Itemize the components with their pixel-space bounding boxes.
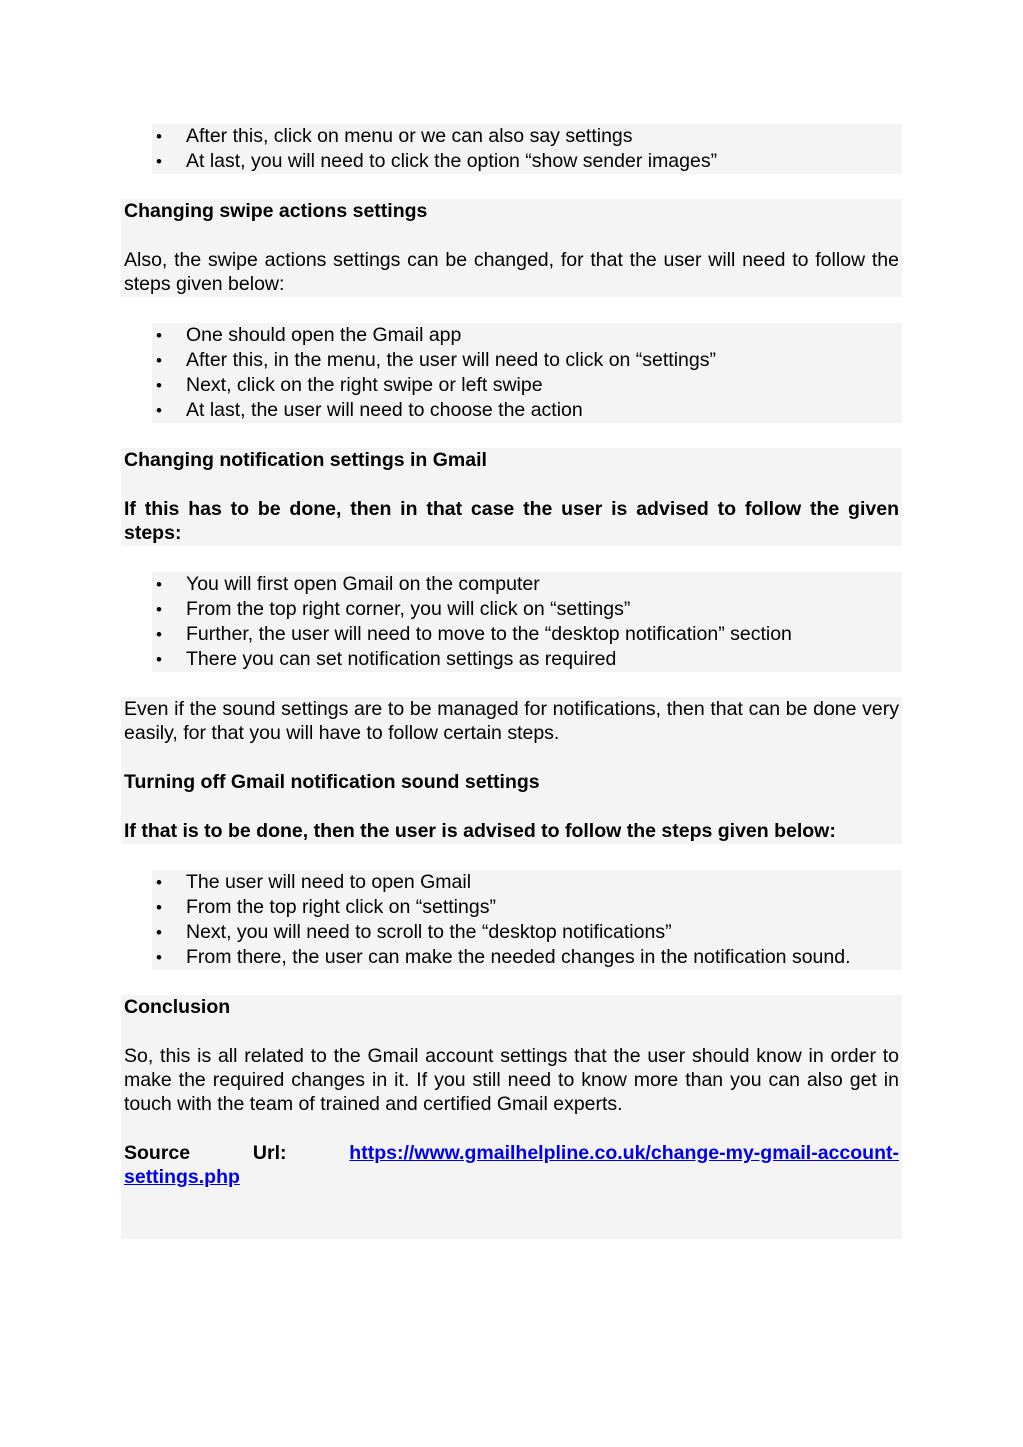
list-item: • Next, click on the right swipe or left swipe bbox=[156, 374, 543, 396]
source-link[interactable]: https://www.gmailhelpline.co.uk/change-my-gmail-account- bbox=[349, 1142, 899, 1164]
bullet-list-4 bbox=[152, 870, 902, 970]
section-intro: If this has to be done, then in that case the user is advised to follow the given steps: bbox=[124, 498, 899, 544]
list-item: • You will first open Gmail on the computer bbox=[156, 573, 540, 595]
bullet-icon: • bbox=[156, 575, 162, 594]
source-link-continued bbox=[121, 1165, 902, 1189]
bullet-icon: • bbox=[156, 127, 162, 146]
bullet-icon: • bbox=[156, 351, 162, 370]
list-item: • Next, you will need to scroll to the “desktop notifications” bbox=[156, 921, 672, 943]
bullet-icon: • bbox=[156, 650, 162, 669]
bullet-list-2 bbox=[152, 323, 902, 423]
bullet-icon: • bbox=[156, 948, 162, 967]
bullet-icon: • bbox=[156, 600, 162, 619]
list-item: • From the top right click on “settings” bbox=[156, 896, 496, 918]
section-heading: Changing notification settings in Gmail bbox=[124, 449, 487, 471]
list-item: • After this, click on menu or we can also say settings bbox=[156, 125, 633, 147]
bullet-list-1 bbox=[152, 124, 902, 174]
list-item: • Further, the user will need to move to the “desktop notification” section bbox=[156, 623, 792, 645]
section-subintro: If that is to be done, then the user is advised to follow the steps given below: bbox=[124, 820, 836, 842]
bullet-icon: • bbox=[156, 152, 162, 171]
bullet-list-3 bbox=[152, 572, 902, 672]
list-item: • At last, you will need to click the option “show sender images” bbox=[156, 150, 718, 172]
source-link-cont[interactable]: settings.php bbox=[124, 1166, 240, 1188]
section-intro: Even if the sound settings are to be managed for notifications, then that can be done very easily, for that you will have to follow certain steps. bbox=[124, 698, 899, 744]
list-item: • From the top right corner, you will click on “settings” bbox=[156, 598, 631, 620]
conclusion-text: So, this is all related to the Gmail account settings that the user should know in order to make the required changes in it. If you still need to know more than you can also get in touch with the team of trained and certified Gmail experts. bbox=[124, 1045, 899, 1115]
bullet-icon: • bbox=[156, 873, 162, 892]
swipe-section bbox=[121, 199, 902, 297]
conclusion-section bbox=[121, 995, 902, 1239]
section-heading: Turning off Gmail notification sound settings bbox=[124, 771, 540, 793]
source-label: Source bbox=[124, 1142, 191, 1164]
sound-section bbox=[121, 697, 902, 844]
list-item: • From there, the user can make the needed changes in the notification sound. bbox=[156, 946, 851, 968]
list-item: • After this, in the menu, the user will need to click on “settings” bbox=[156, 349, 716, 371]
notification-section bbox=[121, 448, 902, 546]
section-intro: Also, the swipe actions settings can be changed, for that the user will need to follow the steps given below: bbox=[124, 249, 899, 295]
section-heading: Changing swipe actions settings bbox=[124, 200, 428, 222]
bullet-icon: • bbox=[156, 625, 162, 644]
url-label: Url: bbox=[252, 1142, 287, 1164]
bullet-icon: • bbox=[156, 376, 162, 395]
bullet-icon: • bbox=[156, 326, 162, 345]
bullet-icon: • bbox=[156, 898, 162, 917]
list-item: • There you can set notification settings as required bbox=[156, 648, 617, 670]
list-item: • The user will need to open Gmail bbox=[156, 871, 472, 893]
bullet-icon: • bbox=[156, 923, 162, 942]
source-row bbox=[121, 1141, 902, 1165]
list-item: • At last, the user will need to choose the action bbox=[156, 399, 583, 421]
list-item: • One should open the Gmail app bbox=[156, 324, 462, 346]
conclusion-heading: Conclusion bbox=[124, 996, 231, 1018]
bullet-icon: • bbox=[156, 401, 162, 420]
